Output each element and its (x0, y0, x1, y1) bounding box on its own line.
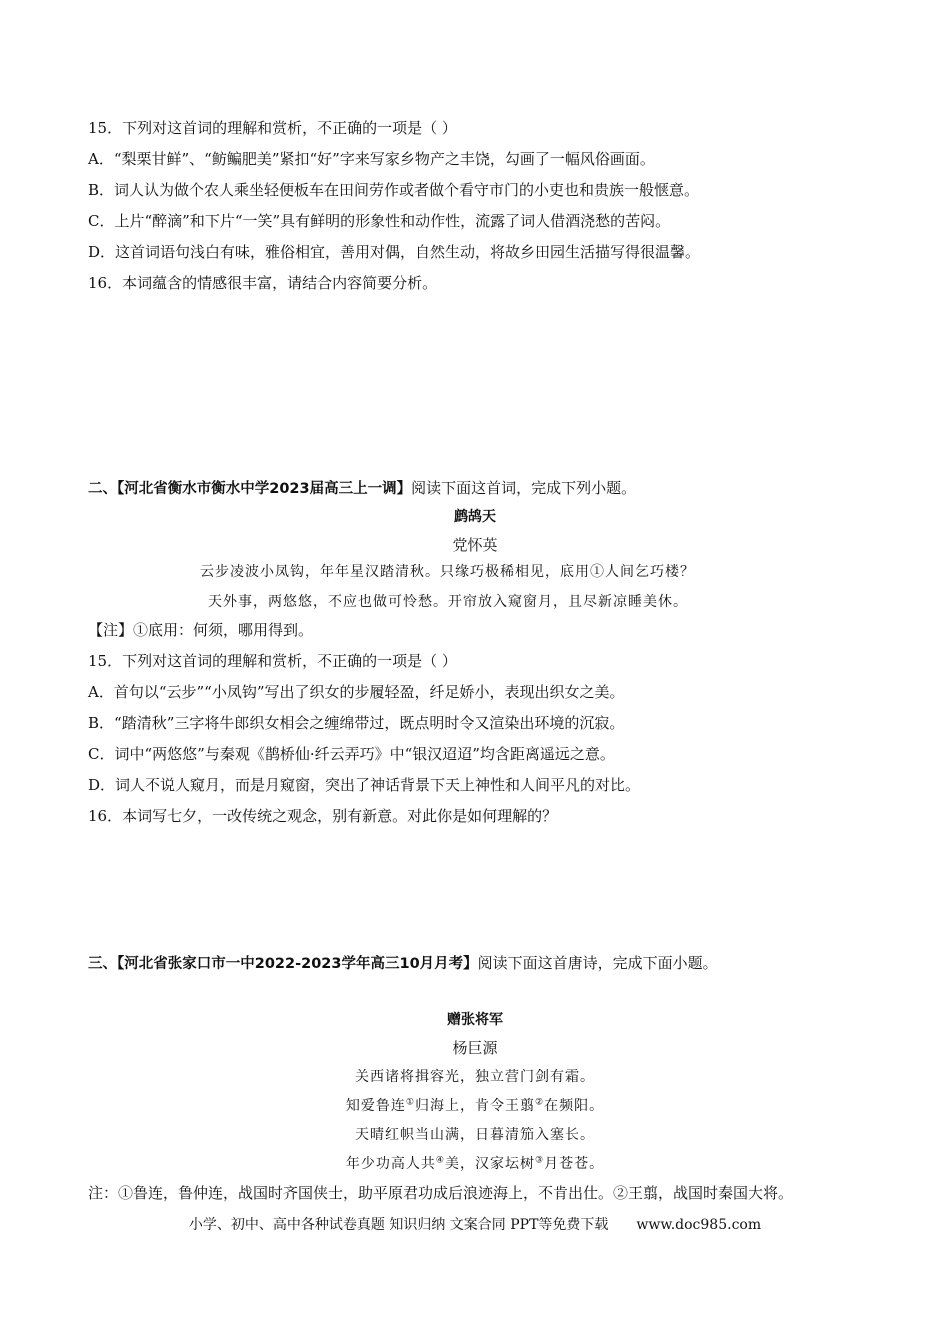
section-2-source: 【河北省衡水市衡水中学2023届高三上一调】 (117, 481, 412, 497)
section-3-source: 【河北省张家口市一中2022-2023学年高三10月月考】 (117, 956, 478, 972)
poem-line: 知爱鲁连①归海上，肯令王翦②在频阳。 (345, 1097, 605, 1114)
section-3-number: 三、 (88, 956, 117, 972)
poem-note: 注：①鲁连，鲁仲连，战国时齐国侠士，助平原君功成后浪迹海上，不肯出仕。②王翦，战国时秦国大将。 (88, 1184, 794, 1202)
section-3-instruction: 阅读下面这首唐诗，完成下面小题。 (477, 954, 718, 972)
question-15: 15．下列对这首词的理解和赏析，不正确的一项是（ ） (88, 119, 457, 137)
option-b: B．“踏清秋”三字将牛郎织女相会之缠绵带过，既点明时令又渲染出环境的沉寂。 (88, 714, 625, 732)
poem-note: 【注】①底用：何须，哪用得到。 (88, 621, 314, 639)
footer-url[interactable]: www.doc985.com (636, 1217, 762, 1233)
question-16: 16．本词写七夕，一改传统之观念，别有新意。对此你是如何理解的？ (88, 807, 558, 825)
option-b: B．词人认为做个农人乘坐轻便板车在田间劳作或者做个看守市门的小吏也和贵族一般惬意。 (88, 181, 700, 199)
option-d: D．这首词语句浅白有味，雅俗相宜，善用对偶，自然生动，将故乡田园生活描写得很温馨。 (88, 243, 701, 261)
poem-line: 年少功高人共④美，汉家坛树③月苍苍。 (345, 1155, 605, 1172)
section-2-heading (88, 478, 636, 499)
section-2-number: 二、 (88, 481, 117, 497)
option-d: D．词人不说人窥月，而是月窥窗，突出了神话背景下天上神性和人间平凡的对比。 (88, 776, 641, 794)
poem-title: 鹧鸪天 (454, 509, 496, 525)
poem-line: 天晴红帜当山满，日暮清笳入塞长。 (355, 1127, 595, 1143)
section-3-heading (88, 953, 718, 974)
poem-title: 赠张将军 (447, 1012, 503, 1028)
question-16: 16．本词蕴含的情感很丰富，请结合内容简要分析。 (88, 274, 438, 292)
footer-text: 小学、初中、高中各种试卷真题 知识归纳 文案合同 PPT等免费下载 (188, 1217, 609, 1233)
question-15: 15．下列对这首词的理解和赏析，不正确的一项是（ ） (88, 652, 457, 670)
poem-line: 关西诸将揖容光，独立营门剑有霜。 (355, 1069, 595, 1085)
option-a: A．“梨栗甘鲜”、“鲂鳊肥美”紧扣“好”字来写家乡物产之丰饶，勾画了一幅风俗画面。 (88, 150, 655, 168)
section-2-instruction: 阅读下面这首词，完成下列小题。 (411, 479, 637, 497)
option-a: A．首句以“云步”“小凤钩”写出了织女的步履轻盈，纤足娇小，表现出织女之美。 (88, 683, 625, 701)
poem-author: 党怀英 (452, 536, 498, 554)
poem-author: 杨巨源 (452, 1039, 498, 1057)
option-c: C．词中“两悠悠”与秦观《鹊桥仙·纤云弄巧》中“银汉迢迢”均含距离遥远之意。 (88, 745, 615, 763)
poem-line: 云步凌波小凤钩，年年星汉踏清秋。只缘巧极稀相见，底用①人间乞巧楼？ (200, 564, 695, 580)
page-footer (0, 1214, 950, 1234)
option-c: C．上片“醉滴”和下片“一笑”具有鲜明的形象性和动作性，流露了词人借酒浇愁的苦闷。 (88, 212, 671, 230)
poem-line: 天外事，两悠悠，不应也做可怜愁。开帘放入窥窗月，且尽新凉睡美休。 (208, 594, 688, 610)
